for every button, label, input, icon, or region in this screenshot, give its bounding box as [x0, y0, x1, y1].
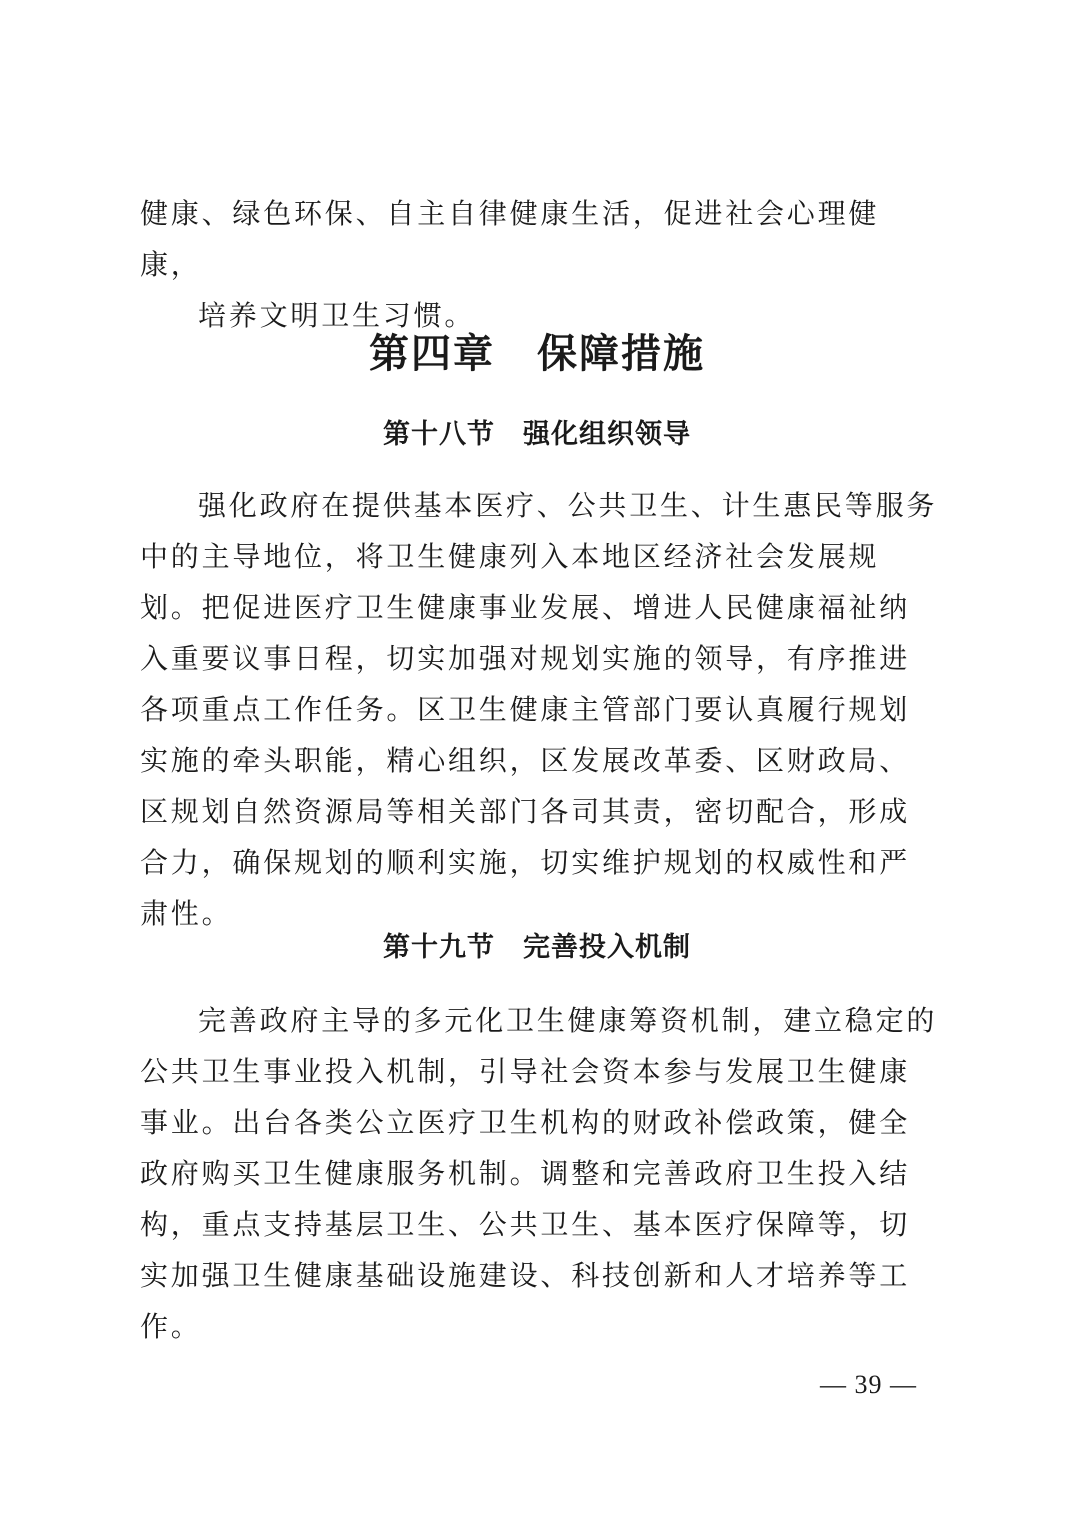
section-18-title: 第十八节 强化组织领导 — [383, 419, 691, 450]
continued-paragraph — [140, 188, 940, 341]
continued-paragraph-line-1: 健康、绿色环保、自主自律健康生活，促进社会心理健康， — [140, 197, 880, 281]
continued-paragraph-line-2: 培养文明卫生习惯。 — [198, 299, 476, 332]
section-18-paragraph: 强化政府在提供基本医疗、公共卫生、计生惠民等服务中的主导地位，将卫生健康列入本地区经济社会发展规划。把促进医疗卫生健康事业发展、增进人民健康福祉纳入重要议事日程，切实加强对规划实施的领导，有序推进各项重点工作任务。区卫生健康主管部门要认真履行规划实施的牵头职能，精心组织，区发展改革委、区财政局、区规划自然资源局等相关部门各司其责，密切配合，形成合力，确保规划的顺利实施，切实维护规划的权威性和严肃性。 — [140, 489, 938, 930]
page-number: — 39 — — [820, 1370, 917, 1399]
section-19-body — [140, 995, 940, 1352]
section-19-title: 第十九节 完善投入机制 — [383, 932, 691, 963]
chapter-title: 第四章 保障措施 — [369, 330, 705, 377]
section-19-paragraph: 完善政府主导的多元化卫生健康筹资机制，建立稳定的公共卫生事业投入机制，引导社会资本参与发展卫生健康事业。出台各类公立医疗卫生机构的财政补偿政策，健全政府购买卫生健康服务机制。调整和完善政府卫生投入结构，重点支持基层卫生、公共卫生、基本医疗保障等，切实加强卫生健康基础设施建设、科技创新和人才培养等工作。 — [140, 1004, 938, 1343]
section-18-body — [140, 480, 940, 939]
